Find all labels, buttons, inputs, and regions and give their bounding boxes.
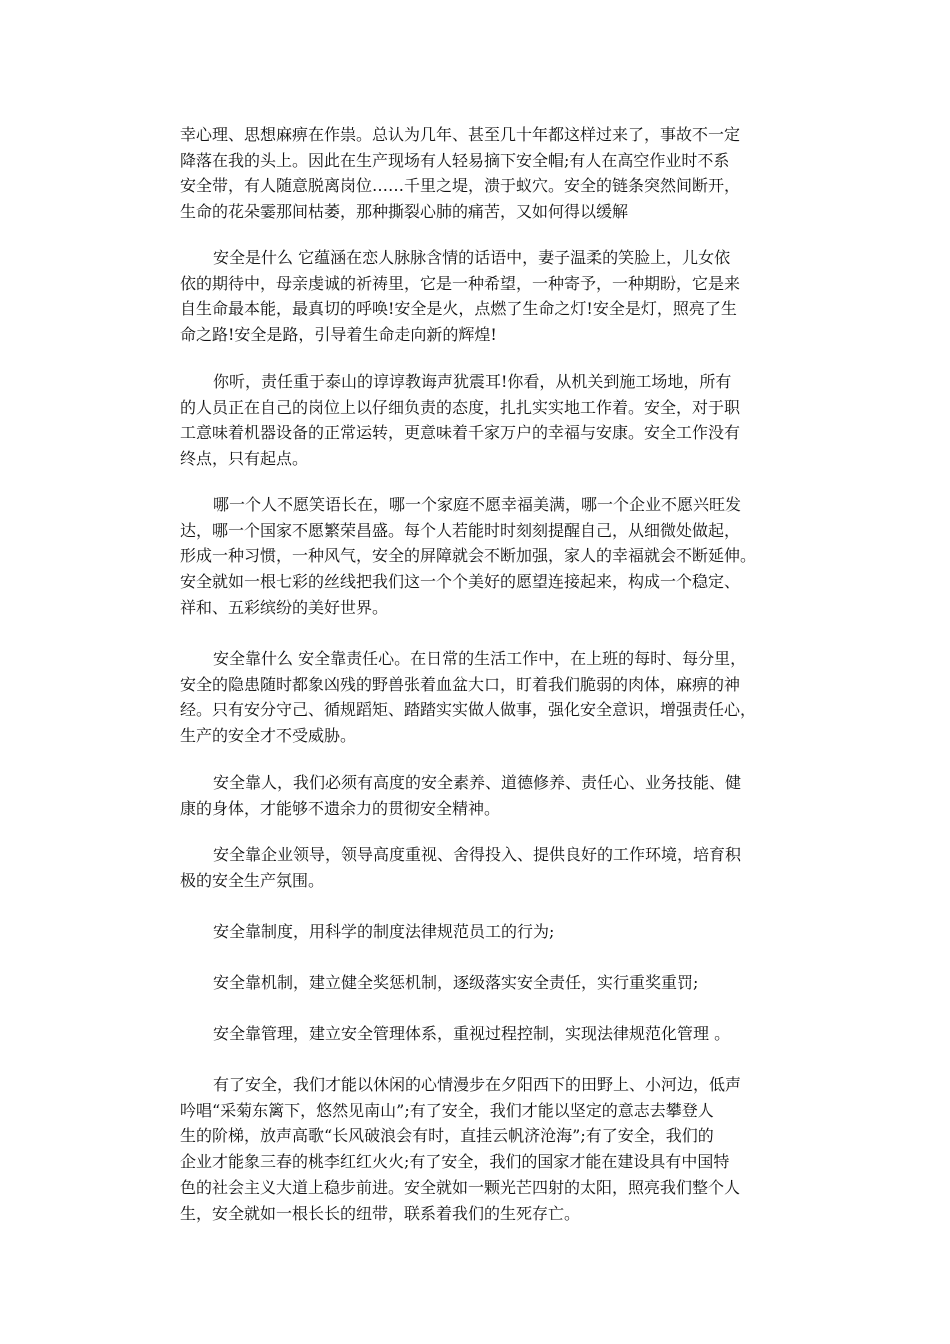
text-line: 安全靠什么 安全靠责任心。在日常的生活工作中，在上班的每时、每分里， <box>213 649 747 668</box>
text-line: 吟唱“采菊东篱下，悠然见南山”;有了安全，我们才能以坚定的意志去攀登人 <box>180 1100 714 1120</box>
text-line: 终点，只有起点。 <box>180 449 309 469</box>
text-line: 安全是什么 它蕴涵在恋人脉脉含情的话语中，妻子温柔的笑脸上，儿女依 <box>213 248 731 267</box>
text-line: 康的身体，才能够不遗余力的贯彻安全精神。 <box>180 798 501 818</box>
text-line: 有了安全，我们才能以休闲的心情漫步在夕阳西下的田野上、小河边，低声 <box>213 1075 742 1094</box>
text-line: 安全靠制度，用科学的制度法律规范员工的行为; <box>213 922 555 941</box>
paragraph-7 <box>180 842 780 893</box>
paragraph-8 <box>180 919 780 945</box>
text-line: 企业才能象三春的桃李红红火火;有了安全，我们的国家才能在建设具有中国特 <box>180 1152 730 1172</box>
text-line: 依的期待中，母亲虔诚的祈祷里，它是一种希望，一种寄予，一种期盼，它是来 <box>180 273 741 293</box>
text-line: 安全靠企业领导，领导高度重视、舍得投入、提供良好的工作环境，培育积 <box>213 845 742 864</box>
text-line: 极的安全生产氛围。 <box>180 870 325 890</box>
text-line: 安全靠机制，建立健全奖惩机制，逐级落实安全责任，实行重奖重罚; <box>213 973 699 992</box>
text-line: 你听，责任重于泰山的谆谆教诲声犹震耳!你看，从机关到施工场地，所有 <box>213 372 732 391</box>
paragraph-10 <box>180 1021 780 1047</box>
paragraph-6 <box>180 770 780 821</box>
text-line: 安全就如一根七彩的丝线把我们这一个个美好的愿望连接起来，构成一个稳定、 <box>180 572 741 592</box>
text-line: 安全带，有人随意脱离岗位……千里之堤，溃于蚁穴。安全的链条突然间断开， <box>180 176 741 196</box>
text-line: 的人员正在自己的岗位上以仔细负责的态度，扎扎实实地工作着。安全，对于职 <box>180 397 741 417</box>
paragraph-2 <box>180 245 780 348</box>
text-line: 达，哪一个国家不愿繁荣昌盛。每个人若能时时刻刻提醒自己，从细微处做起， <box>180 520 741 540</box>
paragraph-9 <box>180 970 780 996</box>
text-line: 幸心理、思想麻痹在作祟。总认为几年、甚至几十年都这样过来了，事故不一定 <box>180 125 741 144</box>
paragraph-4 <box>180 492 780 621</box>
text-line: 色的社会主义大道上稳步前进。安全就如一颗光芒四射的太阳，照亮我们整个人 <box>180 1177 741 1197</box>
paragraph-5 <box>180 646 780 749</box>
text-line: 生，安全就如一根长长的纽带，联系着我们的生死存亡。 <box>180 1203 581 1223</box>
text-line: 安全靠管理，建立安全管理体系，重视过程控制，实现法律规范化管理 。 <box>213 1024 731 1043</box>
text-line: 形成一种习惯，一种风气，安全的屏障就会不断加强，家人的幸福就会不断延伸。 <box>180 546 757 566</box>
paragraph-11 <box>180 1072 780 1226</box>
text-line: 自生命最本能，最真切的呼唤!安全是火，点燃了生命之灯!安全是灯，照亮了生 <box>180 299 737 319</box>
text-line: 经。只有安分守己、循规蹈矩、踏踏实实做人做事，强化安全意识，增强责任心， <box>180 700 757 720</box>
paragraph-1 <box>180 122 780 225</box>
text-line: 工意味着机器设备的正常运转，更意味着千家万户的幸福与安康。安全工作没有 <box>180 423 741 443</box>
text-line: 生命的花朵霎那间枯萎，那种撕裂心肺的痛苦，又如何得以缓解 <box>180 202 629 222</box>
text-line: 生的阶梯，放声高歌“长风破浪会有时，直挂云帆济沧海”;有了安全，我们的 <box>180 1126 714 1146</box>
text-line: 安全的隐患随时都象凶残的野兽张着血盆大口，盯着我们脆弱的肉体，麻痹的神 <box>180 674 741 694</box>
text-line: 降落在我的头上。因此在生产现场有人轻易摘下安全帽;有人在高空作业时不系 <box>180 150 730 170</box>
text-line: 安全靠人，我们必须有高度的安全素养、道德修养、责任心、业务技能、健 <box>213 773 742 792</box>
text-line: 生产的安全才不受威胁。 <box>180 726 357 746</box>
text-line: 命之路!安全是路，引导着生命走向新的辉煌! <box>180 325 497 345</box>
paragraph-3 <box>180 369 780 472</box>
text-line: 祥和、五彩缤纷的美好世界。 <box>180 597 389 617</box>
text-line: 哪一个人不愿笑语长在，哪一个家庭不愿幸福美满，哪一个企业不愿兴旺发 <box>213 495 742 514</box>
